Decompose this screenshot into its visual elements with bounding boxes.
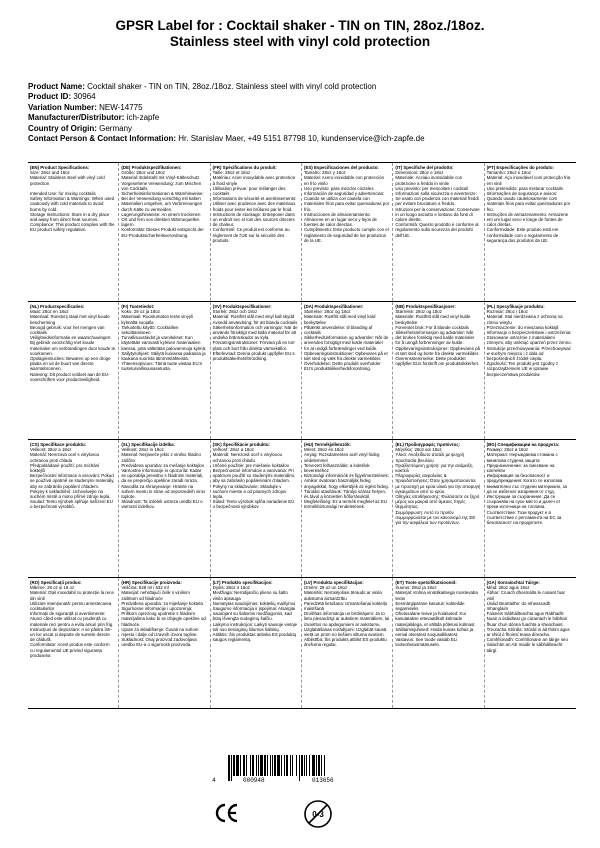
spec-heading: (LT) Produkto specifikacijos:: [212, 580, 273, 585]
spec-cell: [485, 163, 576, 301]
spec-cell: [302, 163, 393, 301]
spec-body: Rozmiar: 28oz i 18oz Materiał: Stal nierdzewna z ochroną na zimno winylu Przeznaczenie: do mieszania koktajli Informacje o bezpieczeństwie i ostrzeżenia: Stosowane ostrożnie z materiałami zimnymi, aby uniknąć oparzeń przez zimno. Instrukcje przechowywania: Przechowywać w suchym miejscu i z dala od bezpośrednich źródeł ciepła. Zgodność: Ten produkt jest zgodny z rozporządzeniem UE w sprawie bezpieczeństwa produktów.: [486, 309, 572, 377]
spec-body: Størrelse: 28oz og 18oz Materiale: Rustfrit stål med vinyl kold beskyttelse Påtænkt anvendelse: til blanding af cocktails Sikkerhedsinformation og advarsler: Når de anvendes forsigtigt med kolde materialer for at undgå forbrændinger ved kulde. Opbevaringsinstruktioner: Opbevares på et tørt sted og væk fra direkte varmekilder. Overholdelse: Dette produkt overholder EU's produktsikkerhedsforordning.: [303, 309, 389, 372]
barcode-bar: [270, 755, 271, 776]
spec-heading: (LV) Produkta specifikācijas:: [303, 580, 364, 585]
spec-cell: [302, 302, 393, 439]
spec-cell: [211, 302, 302, 439]
spec-heading: (DA) Produktspecifikationer:: [303, 304, 364, 309]
barcode-bar: [256, 755, 257, 776]
barcode-lead-digit: 4: [212, 777, 216, 784]
barcode-bar: [318, 755, 320, 776]
spec-row: [28, 162, 576, 301]
spec-body: Velikost: 28oz in 18oz Material: Nerjaveče jeklo z vinilno hladno zaščito Predvidena uporaba: za mešanje koktajlov Varnostne informacije in opozorila: Kadar se uporablja previdno s hladnimi materiali, da se preprečijo opekline zaradi mraza. Navodila za shranjevanje: Hranite na suhem mestu in stran od neposrednih virov toplote. Skladnost: Ta izdelek ustreza uredbi EU o varnosti izdelkov.: [121, 447, 206, 510]
info-value: NEW-14775: [99, 102, 143, 112]
spec-body: Méid: 28oz agus 18oz Ábhar: Cruach dhosmálta le cosaint fuar vinil Úsáid Beartaithe: do mheascadh mhanglaim Faisnéis Sábháilteachta agus Rabhadh: Nuair a úsáidtear go cúramach le hábhair fhuar chun dónna fuachta a sheachaint. Treoracha Stórála: Stóráil in áit thirim agus ar shiúl ó fhoinsí teasa díreacha. Comhlíonadh: Comhlíonann an táirge seo rialachán an AE maidir le sábháilteacht táirgí.: [486, 585, 570, 653]
spec-cell: [119, 440, 210, 577]
barcode-bar: [321, 755, 322, 776]
spec-body: Size: 28oz and 18oz Material: Stainless steel with vinyl cold protection Intended Use: for mixing cocktails Safety Information & Warnings: When used cautiously with cold materials to avoid burns by cold. Storage Instructions: Store in a dry place and away from direct heat sources. Compliance: This product complies with the EU product safety regulation.: [30, 170, 115, 233]
spec-body: Velikost: 28oz a 18oz Materiál: Nerezová ocel s vinylovou ochranou proti chladu Předpokládané použití: pro míchání koktejlů Bezpečnostní informace a varování: Pokud se používá opatrně se studenými materiály, aby se zabránilo popálení chladem. Pokyny k uskladnění: Uchovávejte na suchém místě a mimo přímé zdroje tepla. Soulad: Tento výrobek splňuje nařízení EU o bezpečnosti výrobků.: [30, 447, 115, 510]
spec-cell: [485, 578, 576, 708]
spec-cell: [28, 163, 119, 301]
barcode-bar: [243, 755, 245, 776]
label-title: [0, 18, 600, 50]
spec-cell: [119, 163, 210, 301]
barcode-bar: [272, 755, 273, 776]
barcode-bar: [301, 755, 303, 776]
barcode-bar: [258, 755, 259, 776]
spec-cell: [211, 163, 302, 301]
spec-body: Veličina: 828 ml i 532 ml Materijal: nehrđajući čelik s vinilnim zaštitom od hladnoće Predviđena uporaba: za miješanje koktela Sigurnosne informacije i upozorenja: Prilikom opreznog upotrebe s hladnim materijalima kako bi se izbjegle opekline od hladnoće. Upute za skladištenje: Čuvati na suhom mjestu i dalje od izravnih izvora topline. Sukladnost: Ovaj proizvod zadovoljava uredbu EU-a o sigurnosti proizvoda.: [121, 585, 206, 648]
spec-body: Méret: 28oz és 18oz Anyag: Rozsdamentes acél vinyl hideg védelemmel Tervezett felhasználás: a koktélok keveréséhez Biztonsági információk és figyelmeztetések: Amikor óvatosan használják hideg anyagokkal, hogy elkerüljék az égést hideg. Tárolási utasítások: Tárolja száraz helyen, és távol a közvetlen hőforrásoktól. Megfelelőség: Ez a termék megfelel az EU termékbiztonsági rendeletének.: [303, 447, 389, 510]
spec-heading: (ES) Especificaciones del producto:: [303, 165, 379, 170]
info-label: Product Name:: [28, 82, 85, 91]
spec-heading: (ET) Toote spetsifikatsioonid:: [395, 580, 457, 585]
barcode-bar: [264, 755, 266, 776]
spec-heading: (GA) Sonraíochtaí Táirge:: [486, 580, 540, 585]
spec-body: Taille: 28oz et 18oz Matériau: Acier inoxydable avec protection à froid vinyle Utilisation prévue: pour mélanger des cocktails Informations de sécurité et avertissements: Utiliser avec prudence avec des matériaux froids pour éviter les brûlures par le froid. Instructions de stockage: Entreposer dans un endroit sec et loin des sources directes de chaleur. Conformité: Ce produit est conforme au règlement de l'UE sur la sécurité des produits.: [212, 170, 297, 243]
info-label: Country of Origin:: [28, 123, 97, 133]
spec-body: Koko: 28 oz ja 18oz Materiaali: Ruostumaton teräs vinyyli kylmältä suojalla Tarkoitettu käyttö: Cocktailien sekoittamiseen Turvallisuustiedot ja varoitukset: Kun käytetään varovasti kylmien materiaalien kanssa, jotta vältetään palovammoja kylmä. Säilytysohjeet: Säilytä kuivassa paikassa ja kaukana suorista lämmönlähteistä. Yhteensopivuus: Tämä tuote vastaa EU:n tuoteturvallisuusasetusta.: [121, 309, 207, 372]
spec-body: Dimensioni: 28oz e 18oz Materiale: Acciaio inossidabile con protezione a freddo in vinile Uso previsto: per mescolare i cocktail Informazioni sulla sicurezza e avvertenze: Se usato con prudenza con materiali freddi per evitare bruciature a freddo. Istruzioni per la conservazione: Conservare in un luogo asciutto e lontano da fonti di calore dirette. Conformità: Questo prodotto è conforme al regolamento sulla sicurezza dei prodotti dell'UE.: [395, 170, 480, 238]
barcode-bar: [286, 755, 288, 776]
barcode-bar: [296, 755, 297, 776]
info-line: [28, 92, 588, 102]
barcode-bar: [312, 755, 315, 776]
info-value: Cocktail shaker - TIN on TIN, 28oz./18oz. Stainless steel with vinyl cold protection: [87, 82, 377, 91]
barcode-left-digits: 000948: [243, 777, 265, 784]
info-line: [28, 103, 588, 113]
spec-body: Maat: 28oz en 18oz Materiaal: Roestvrij staal met vinyl koude bescherming Beoogd gebruik: voor het mengen van cocktails Veiligheidsinformatie en waarschuwingen: Bij gebruik voorzichtig met koude materialen om verbrandingen door koude te voorkomen. Opslaginstructies: Bewaren op een droge plaats en uit de buurt van directe warmtebronnen. Naleving: Dit product voldoet aan de EU-voorschriften voor productveiligheid.: [30, 309, 116, 382]
barcode-right-digits: 013656: [312, 777, 334, 784]
info-line: [28, 113, 588, 123]
spec-heading: (DE) Produktspezifikationen:: [121, 165, 182, 170]
barcode-bar: [252, 755, 254, 776]
title-line-2: Stainless steel with vinyl cold protection: [169, 34, 431, 49]
spec-row: [28, 301, 576, 439]
spec-cell: [119, 578, 210, 708]
barcode-bar: [228, 755, 230, 781]
spec-cell: [211, 578, 302, 708]
barcode-bar: [246, 755, 247, 776]
info-value: 30964: [73, 92, 96, 102]
spec-body: Größe: 28oz und 18oz Material: Edelstahl mit Vinyl-Kälteschutz Vorgesehene Verwendung: zum Mischen von Cocktails Sicherheitsinformationen & Warnhinweise: Bei der Verwendung vorsichtig mit kalten Materialien umgehen, um Verbrennungen durch Kälte zu vermeiden. Lagerungshinweise: An einem trockenen Ort und fern von direkten Wärmequellen lagern. Konformität: Dieses Produkt entspricht der EU-Produktsicherheitsverordnung.: [121, 170, 204, 238]
spec-heading: (SL) Specifikacije izdelka:: [121, 442, 176, 447]
spec-body: Izmērs: 28 oz un 18oz Materiāls: Nerūsējošais tērauds ar vinila aukstuma aizsardzību Paredzētā lietošana: izmantošanai kokteiļu maisīšanā Drošības informācija un brīdinājumi: Ja to lieto piesardzīgi ar aukstiem materiāliem, lai izvairītos no apdegumiem ar aukstumu. Uzglabāšanas norādījumi: Uzglabāt sausā vietā un prom no tiešiem siltuma avotiem. Atbilstība: Šis produkts atbilst ES produktu drošuma regulai.: [303, 585, 390, 648]
spec-heading: (FI) Tuotetiedot:: [121, 304, 155, 309]
spec-cell: [302, 440, 393, 577]
spec-row: [28, 439, 576, 577]
title-line-1: GPSR Label for : Cocktail shaker - TIN on TIN, 28oz./18oz.: [115, 18, 485, 33]
spec-heading: (SV) Produktspecifikationer:: [212, 304, 272, 309]
barcode-bar: [267, 755, 268, 776]
spec-heading: (CS) Specifikace produktu:: [30, 442, 87, 447]
barcode-bar: [304, 755, 305, 776]
spec-body: Dydis: 28oz ir 18oz Medžiaga: Nerūdijančio plieno su šalto vinilo apsauga Numatytas naudojimas: kokteilių maišymui Saugumo informacija ir įspėjimai: Atsargiai naudojant su šaltomis medžiagomis, kad būtų išvengta nudegimų šalčiu. Laikymo instrukcijos: Laikyti sausoje vietoje toli nuo tiesioginių šilumos šaltinių. Atitiktis: Šis produktas atitinka ES produktų saugos reglamentą.: [212, 585, 298, 643]
age-warning-text: 0-3: [312, 810, 324, 819]
info-label: Manufacturer/Distributor:: [28, 113, 125, 123]
barcode-bar: [292, 755, 293, 776]
spec-cell: [28, 302, 119, 439]
spec-body: Tamaño: 28oz y 18oz Material: Acero inoxidable con protección en frío vinilo Uso previsto: para mezclar cócteles Información de seguridad y advertencias: Cuando se utiliza con cautela con materiales fríos para evitar quemaduras por frío. Instrucciones de almacenamiento: Almacene en un lugar seco y lejos de fuentes de calor directas. Cumplimiento: Este producto cumple con el reglamento de seguridad de los productos de la UE.: [303, 170, 390, 243]
barcode-bar: [306, 755, 307, 776]
barcode-bar: [324, 755, 325, 776]
spec-body: Tamanho: 28oz e 18oz Material: Aço inoxidável com protecção fria em vinil Uso pretendido: para misturar cocktails Informações de segurança e avisos: Quando usado cautelosamente com materiais frios para evitar queimaduras por frio. Instruções de armazenamento: Armazene em um lugar seco e longe de fontes de calor diretas. Conformidade: Este produto está em conformidade com o regulamento de segurança dos produtos da UE.: [486, 170, 571, 243]
barcode-bar: [233, 755, 235, 776]
info-label: Variation Number:: [28, 102, 97, 112]
spec-cell: [211, 440, 302, 577]
info-label: Product ID:: [28, 92, 72, 102]
barcode-bar: [236, 755, 239, 776]
barcode-bar: [281, 755, 282, 776]
info-line: [28, 82, 588, 92]
barcode-bar: [231, 755, 232, 781]
barcode-bar: [290, 755, 291, 776]
spec-cell: [393, 578, 484, 708]
spec-cell: [28, 578, 119, 708]
barcode-bar: [316, 755, 317, 776]
spec-heading: (PL) Specyfikacje produktu:: [486, 304, 545, 309]
age-warning-icon: [303, 799, 333, 829]
spec-heading: (EN) Product Specifications:: [30, 165, 90, 170]
spec-body: Размер: 28oz и 18oz Материал: Неръждаема стомана с винилова студена защита Предназначение: за смесване на коктейли Информация за безопасност и предупреждения: Когато се използва внимателно със студени материали, за да се избегнат изгаряния от студ. Инструкции за съхранение: Да се съхранява на сухо място и далеч от преки източници на топлина. Съответствие: Този продукт е в съответствие с регламента на ЕС за безопасност на продуктите.: [486, 447, 567, 526]
barcode-bar: [299, 755, 300, 781]
product-info: [28, 82, 588, 144]
spec-cell: [302, 578, 393, 708]
info-value: Hr. Stanislav Maer, +49 5151 87798 10, kundenservice@ich-zapfe.de: [178, 134, 425, 144]
spec-body: Suurus: 28oz ja 18oz Materjal: Külma vinüülkaitsega roostevaba teras Eesmärgipärane kasutus: kokteilide segamiseks Ohutusalane teave ja hoiatused: Kui kasutatakse ettevaatlikult külmade materjalidega, et vältida põletusi külmast. Säilitamisjuhised: Hoida kuivas kohas ja eemal otsestest soojusallikatest. Vastavus: See toode vastab ELi tooteohutusmäärusele.: [395, 585, 478, 648]
spec-heading: (HU) Termékjellemzők:: [303, 442, 351, 447]
info-value: Germany: [99, 123, 133, 133]
spec-heading: (NL) Productspecificaties:: [30, 304, 85, 309]
spec-body: Μέγεθος: 28oz και 18oz Υλικό: Ανοξείδωτο ατσάλι με ψυχρή προστασία βινυλίου Προβλεπόμενη χρήση: για την ανάμειξη κοκτέιλ Πληροφορίες ασφαλείας & προειδοποιήσεις: Όταν χρησιμοποιούνται με προσοχή με κρύα υλικά για την αποφυγή εγκαυμάτων από το κρύο. Οδηγίες αποθήκευσης: Φυλάσσετε σε ξηρό μέρος και μακριά από άμεσες πηγές θερμότητας. Συμμόρφωση: Αυτό το προϊόν συμμορφώνεται με τον κανονισμό της ΕΕ για την ασφάλεια των προϊόντων.: [395, 447, 481, 526]
ce-mark-icon: [214, 802, 240, 824]
spec-cell: [393, 163, 484, 301]
info-value: ich-zapfe: [126, 113, 160, 123]
spec-cell: [28, 440, 119, 577]
spec-row: [28, 577, 576, 709]
spec-heading: (EL) Προδιαγραφές προϊόντος:: [395, 442, 461, 447]
spec-heading: (HR) Specifikacije proizvoda:: [121, 580, 182, 585]
spec-cell: [393, 440, 484, 577]
spec-heading: (SK) Špecifikácie produktu:: [212, 442, 270, 447]
spec-body: Storlek: 28oz och 18oz Material: Rostfritt stål med vinyl kall skydd Avsedd användning: för att blanda cocktails Säkerhetsinformation och varningar: När de används försiktigt med kalla material för att undvika brännskador av kyla. Förvaringsinstruktioner: Förvara på en torr plats och bort från direkta värmekällor. Efterlevnad: Denna produkt uppfyller EU:s produktsäkerhetsförordning.: [212, 309, 298, 362]
barcode-bar: [284, 755, 285, 776]
spec-heading: (IT) Specifiche del prodotto:: [395, 165, 454, 170]
spec-body: Veľkosť: 28oz a 18oz Materiál: Nerezová oceľ s vinylovou ochranou proti chladu Určené použitie: pre miešanie koktailov Bezpečnostné informácie a varovania: Pri opatrnom použití so studenými materiálmi, aby sa zabránilo popáleninám chladom. Pokyny na skladovanie: Skladujte v suchom mieste a od priamych zdrojov tepla. Súlad: Tento výrobok spĺňa nariadenie EÚ o bezpečnosti výrobkov.: [212, 447, 296, 510]
spec-heading: (FR) Spécifications du produit:: [212, 165, 277, 170]
barcode-bar: [240, 755, 241, 776]
spec-heading: (PT) Especificações do produto:: [486, 165, 554, 170]
spec-heading: (RO) Specificații produs:: [30, 580, 82, 585]
spec-heading: (NB) Produktspesifikasjoner:: [395, 304, 456, 309]
spec-cell: [393, 302, 484, 439]
info-line: [28, 134, 588, 144]
barcode-bar: [274, 755, 276, 776]
info-line: [28, 124, 588, 134]
specification-grid: [28, 162, 576, 709]
spec-cell: [485, 302, 576, 439]
spec-cell: [485, 440, 576, 577]
spec-heading: (BG) Спецификации на продукта:: [486, 442, 560, 447]
barcode-bar: [260, 755, 263, 776]
spec-body: Størrelse: 28oz og 18oz Materiale: Rustfritt stål med vinyl kulde beskyttelse Forventet bruk: For å blande cocktails Sikkerhetsinformasjon og advarsler: Når det brukes forsiktig med kalde materialer for å unngå forbrenninger av kulde. Oppbevaringsinstruksjoner: Oppbevares på et tørt sted og borte fra direkte varmekilder. Overensstemmelse: Dette produktet oppfyller EUs forskrift om produktsikkerhet.: [395, 309, 481, 367]
barcode-bar: [250, 755, 251, 776]
barcode-bar: [277, 755, 280, 776]
spec-cell: [119, 302, 210, 439]
spec-body: Mărime: 28 oz și 18 oz Material: Oțel inoxidabil cu protecție la rece din vinil Utilizare intenționată: pentru amestecarea cocktailurilor Informații de siguranță și avertismente: Atunci când este utilizat cu prudență cu materiale reci pentru a evita arsuri prin frig. Instrucțiuni de depozitare: A se păstra într-un loc uscat și departe de sursele directe de căldură. Conformitate: Acest produs este conform cu regulamentul UE privind siguranța produselor.: [30, 585, 114, 658]
info-label: Contact Person & Contact Information:: [28, 134, 177, 144]
barcode-bar: [309, 755, 310, 776]
